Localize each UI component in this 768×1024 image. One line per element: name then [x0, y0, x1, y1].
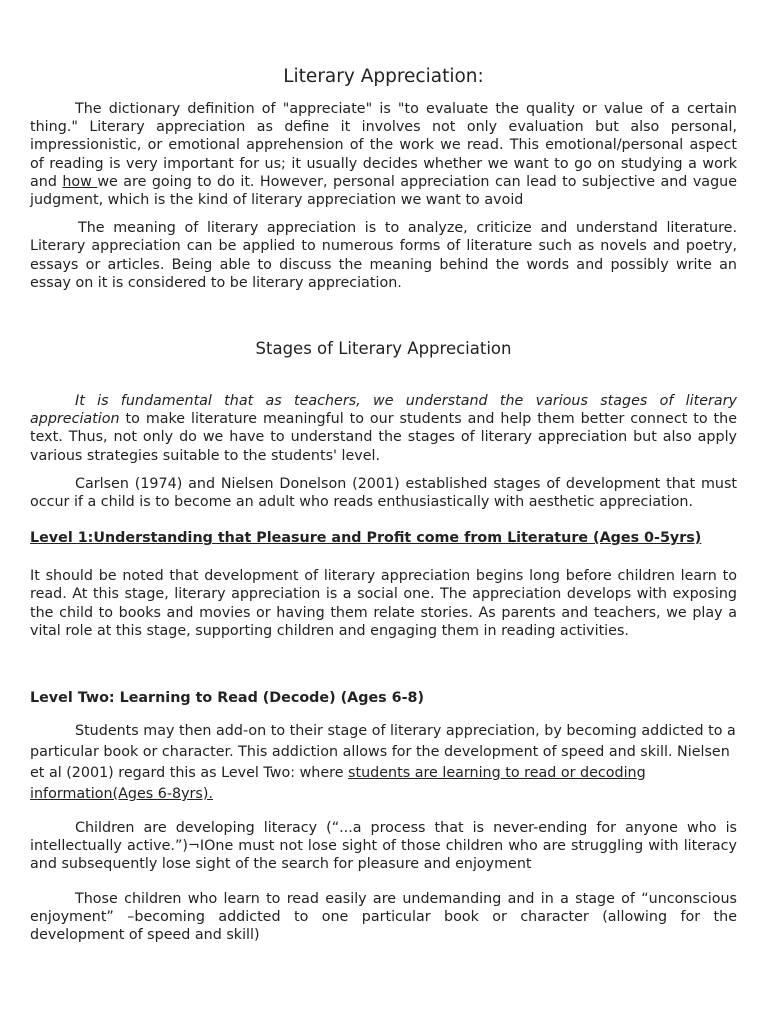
underlined-text: how: [62, 173, 98, 190]
document-page: [30, 62, 737, 944]
paragraph-developing-literacy: Children are developing literacy (“...a process that is never-ending for anyone who is intellectually active.”)¬IOne must not lose sight of those children who are struggling with literacy and subsequently lose sight of the search for pleasure and enjoyment: [30, 820, 737, 873]
paragraph-carlsen-nielsen: Carlsen (1974) and Nielsen Donelson (2001) established stages of development that must occur if a child is to become an adult who reads enthusiastically with aesthetic appreciation.: [30, 475, 737, 511]
paragraph-text: Students may then add-on to their stage of literary appreciation, by becoming addicted to a particular book or character. This addiction allows for the development of speed and skill. Nielsen et al (2001) regard this as Level Two: where: [30, 723, 736, 782]
paragraph-text: The dictionary definition of "appreciate" is "to evaluate the quality or value of a certain thing." Literary appreciation as define it involves not only evaluation but also personal, impressionistic, or emotional apprehension of the work we read. This emotional/personal aspect of reading is very important for us; it usually decides whether we want to go on studying a work and: [30, 101, 737, 190]
paragraph-text: we are going to do it. However, personal appreciation can lead to subjective and vague judgment, which is the kind of literary appreciation we want to avoid: [30, 173, 737, 209]
paragraph-level-1: It should be noted that development of literary appreciation begins long before children learn to read. At this stage, literary appreciation is a social one. The appreciation develops with exposing the child to books and movies or having them relate stories. As parents and teachers, we play a vital role at this stage, supporting children and engaging them in reading activities.: [30, 568, 737, 639]
paragraph-fundamental: [30, 392, 737, 465]
paragraph-text: to make literature meaningful to our students and help them better connect to the text. Thus, not only do we have to understand the stages of literary appreciation but also apply various strategies suitable to the students' level.: [30, 411, 737, 464]
paragraph-unconscious-enjoyment: Those children who learn to read easily are undemanding and in a stage of “unconscious enjoyment” –becoming addicted to one particular book or character (allowing for the development of speed and skill): [30, 890, 737, 944]
section-title-stages: Stages of Literary Appreciation: [255, 339, 512, 359]
heading-level-1: Level 1:Understanding that Pleasure and Profit come from Literature (Ages 0-5yrs): [30, 530, 702, 547]
italic-text: It is fundamental that as teachers, we understand the various stages of literary appreciation: [30, 393, 737, 428]
paragraph-level-2: [30, 721, 737, 805]
heading-level-2: Level Two: Learning to Read (Decode) (Ages 6-8): [30, 690, 424, 707]
page-title: Literary Appreciation:: [283, 66, 484, 87]
underlined-text: students are learning to read or decoding information(Ages 6-8yrs).: [30, 765, 646, 803]
paragraph-dictionary-definition: [30, 100, 737, 209]
paragraph-meaning: The meaning of literary appreciation is to analyze, criticize and understand literature. Literary appreciation can be applied to numerous forms of literature such as novels and poetry, essays or articles. Being able to discuss the meaning behind the words and possibly write an essay on it is considered to be literary appreciation.: [30, 220, 737, 291]
